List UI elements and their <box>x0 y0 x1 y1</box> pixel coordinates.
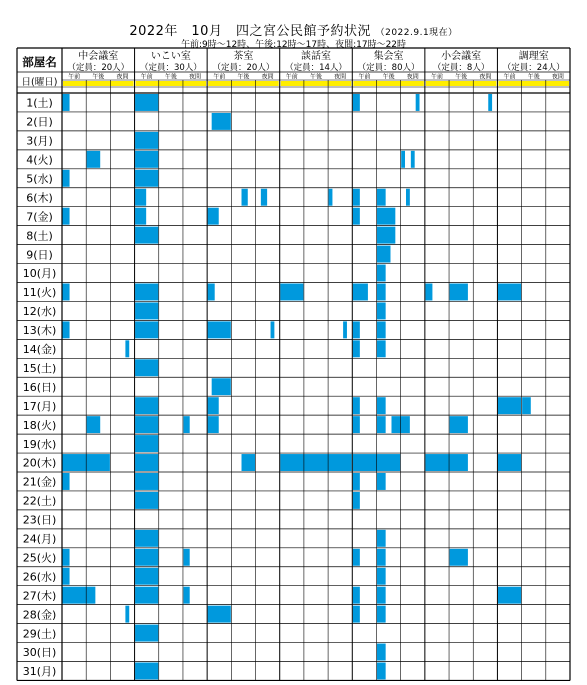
room-capacity: （定員：20人） <box>67 63 130 73</box>
booking-block[interactable] <box>271 321 275 338</box>
booking-block[interactable] <box>353 321 360 338</box>
booking-block[interactable] <box>87 151 101 168</box>
booking-block[interactable] <box>522 397 531 414</box>
day-label: 2(日) <box>26 115 53 129</box>
day-label: 9(日) <box>26 248 53 262</box>
booking-block[interactable] <box>416 94 420 111</box>
slot-label: 午後 <box>382 73 395 81</box>
booking-block[interactable] <box>498 454 521 471</box>
slot-label: 午前 <box>503 73 516 81</box>
booking-block[interactable] <box>377 473 386 490</box>
day-label: 13(木) <box>22 324 57 338</box>
day-label: 4(火) <box>26 153 53 167</box>
booking-block[interactable] <box>135 227 158 244</box>
booking-block[interactable] <box>377 568 386 585</box>
booking-block[interactable] <box>63 473 70 490</box>
slot-label: 午前 <box>358 73 371 81</box>
booking-block[interactable] <box>135 435 158 452</box>
booking-block[interactable] <box>353 473 360 490</box>
hour-strip <box>136 81 207 86</box>
booking-block[interactable] <box>242 189 248 206</box>
day-label: 30(日) <box>22 646 57 660</box>
booking-block[interactable] <box>353 340 360 357</box>
booking-block[interactable] <box>135 151 158 168</box>
booking-block[interactable] <box>208 284 215 301</box>
room-name-header: 部屋名 <box>22 55 57 69</box>
day-label: 29(土) <box>22 627 57 641</box>
booking-block[interactable] <box>353 587 360 604</box>
title-text: 2022年 10月 四之宮公民館予約状況 <box>129 24 371 39</box>
booking-block[interactable] <box>135 663 158 680</box>
day-label: 12(水) <box>22 305 57 319</box>
booking-block[interactable] <box>425 454 468 471</box>
room-capacity: （定員：8人） <box>432 63 490 73</box>
booking-block[interactable] <box>63 549 70 566</box>
day-label: 17(月) <box>22 399 57 413</box>
hour-strip <box>498 81 569 86</box>
day-label: 20(木) <box>22 456 57 470</box>
slot-label: 夜間 <box>479 73 492 81</box>
room-name: 茶室 <box>233 51 254 62</box>
booking-block[interactable] <box>135 284 158 301</box>
booking-block[interactable] <box>377 606 386 623</box>
booking-block[interactable] <box>488 94 492 111</box>
day-label: 6(木) <box>26 191 53 205</box>
booking-block[interactable] <box>183 587 189 604</box>
booking-block[interactable] <box>450 284 468 301</box>
booking-block[interactable] <box>353 416 360 433</box>
booking-block[interactable] <box>208 397 219 414</box>
slot-label: 午前 <box>140 73 153 81</box>
room-name: いこい室 <box>150 51 191 62</box>
room-capacity: （定員：20人） <box>212 63 275 73</box>
booking-block[interactable] <box>377 246 391 263</box>
day-label: 25(火) <box>22 551 57 565</box>
day-label: 26(水) <box>22 570 57 584</box>
booking-block[interactable] <box>63 94 70 111</box>
booking-block[interactable] <box>377 227 395 244</box>
booking-block[interactable] <box>135 473 158 490</box>
day-label: 22(土) <box>22 494 57 508</box>
booking-block[interactable] <box>280 284 303 301</box>
booking-block[interactable] <box>450 416 468 433</box>
day-column-header: 日(曜日) <box>21 77 58 88</box>
day-label: 8(土) <box>26 229 53 243</box>
booking-block[interactable] <box>135 302 158 319</box>
booking-block[interactable] <box>135 625 158 642</box>
day-label: 7(金) <box>26 210 53 224</box>
room-capacity: （定員：24人） <box>502 63 565 73</box>
booking-block[interactable] <box>498 284 521 301</box>
hours-note: 午前:9時～12時、午後:12時～17時、夜間:17時～22時 <box>180 40 407 50</box>
booking-block[interactable] <box>498 397 521 414</box>
booking-block[interactable] <box>125 340 129 357</box>
booking-block[interactable] <box>135 94 158 111</box>
slot-label: 午後 <box>164 73 177 81</box>
slot-label: 夜間 <box>189 73 202 81</box>
booking-block[interactable] <box>353 606 360 623</box>
day-label: 18(火) <box>22 418 57 432</box>
booking-block[interactable] <box>329 189 333 206</box>
booking-block[interactable] <box>280 454 352 471</box>
booking-block[interactable] <box>135 454 158 471</box>
booking-block[interactable] <box>450 549 468 566</box>
slot-label: 夜間 <box>116 73 129 81</box>
booking-block[interactable] <box>135 208 146 225</box>
booking-block[interactable] <box>377 321 386 338</box>
day-label: 24(月) <box>22 532 57 546</box>
day-label: 1(土) <box>26 96 53 110</box>
booking-block[interactable] <box>183 416 189 433</box>
day-label: 31(月) <box>22 665 57 679</box>
slot-label: 午前 <box>430 73 443 81</box>
booking-block[interactable] <box>401 151 405 168</box>
hour-strip <box>426 81 497 86</box>
booking-block[interactable] <box>135 530 158 547</box>
booking-block[interactable] <box>135 170 158 187</box>
booking-block[interactable] <box>212 378 231 395</box>
slot-label: 夜間 <box>334 73 347 81</box>
slot-label: 午後 <box>309 73 323 81</box>
slot-label: 午後 <box>237 73 250 81</box>
booking-block[interactable] <box>353 397 360 414</box>
room-name: 調理室 <box>518 51 549 62</box>
booking-block[interactable] <box>377 644 386 661</box>
booking-block[interactable] <box>411 151 415 168</box>
booking-block[interactable] <box>63 284 70 301</box>
room-name: 小会議室 <box>441 51 482 62</box>
booking-block[interactable] <box>425 284 432 301</box>
booking-block[interactable] <box>377 284 386 301</box>
day-label: 11(火) <box>22 286 57 300</box>
booking-block[interactable] <box>135 397 158 414</box>
booking-block[interactable] <box>87 416 101 433</box>
room-capacity: （定員：14人） <box>285 63 347 73</box>
slot-label: 午後 <box>92 73 105 81</box>
booking-block[interactable] <box>377 663 386 680</box>
booking-block[interactable] <box>63 587 96 604</box>
booking-block[interactable] <box>377 265 386 282</box>
booking-block[interactable] <box>353 549 360 566</box>
booking-block[interactable] <box>208 208 219 225</box>
slot-label: 午後 <box>455 73 468 81</box>
booking-block[interactable] <box>377 302 386 319</box>
day-label: 3(月) <box>26 134 53 148</box>
booking-block[interactable] <box>377 397 386 414</box>
booking-block[interactable] <box>208 321 231 338</box>
slot-label: 午前 <box>213 73 226 81</box>
day-label: 14(金) <box>22 343 57 357</box>
day-label: 23(日) <box>22 513 57 527</box>
booking-block[interactable] <box>135 189 146 206</box>
booking-block[interactable] <box>353 94 360 111</box>
day-label: 10(月) <box>22 267 57 281</box>
room-capacity: （定員：30人） <box>139 63 202 73</box>
booking-block[interactable] <box>135 416 158 433</box>
booking-block[interactable] <box>135 568 158 585</box>
day-label: 28(金) <box>22 608 57 622</box>
slot-label: 午前 <box>285 73 298 81</box>
booking-block[interactable] <box>135 132 158 149</box>
booking-block[interactable] <box>377 587 386 604</box>
as-of-date: （2022.9.1現在） <box>375 28 458 38</box>
slot-label: 午前 <box>68 73 81 81</box>
booking-block[interactable] <box>377 208 395 225</box>
booking-block[interactable] <box>135 549 158 566</box>
slot-label: 夜間 <box>406 73 419 81</box>
booking-block[interactable] <box>353 284 368 301</box>
slot-label: 午後 <box>527 73 540 81</box>
booking-block[interactable] <box>135 359 158 376</box>
day-label: 21(金) <box>22 475 57 489</box>
room-capacity: （定員：80人） <box>357 63 420 73</box>
booking-block[interactable] <box>377 340 386 357</box>
booking-block[interactable] <box>63 208 70 225</box>
room-name: 談話室 <box>301 51 331 62</box>
booking-block[interactable] <box>377 530 386 547</box>
booking-block[interactable] <box>63 170 70 187</box>
room-name: 集会室 <box>373 51 404 62</box>
booking-block[interactable] <box>135 587 158 604</box>
booking-block[interactable] <box>125 606 129 623</box>
slot-label: 夜間 <box>261 73 274 81</box>
booking-block[interactable] <box>498 587 521 604</box>
booking-block[interactable] <box>261 189 267 206</box>
day-label: 16(日) <box>22 380 57 394</box>
day-label: 5(水) <box>26 172 53 186</box>
booking-block[interactable] <box>183 549 189 566</box>
booking-block[interactable] <box>135 321 158 338</box>
day-label: 15(土) <box>22 361 57 375</box>
booking-block[interactable] <box>406 189 410 206</box>
hour-strip <box>353 81 424 86</box>
day-label: 19(水) <box>22 437 57 451</box>
booking-block[interactable] <box>377 189 386 206</box>
day-label: 27(木) <box>22 589 57 603</box>
booking-block[interactable] <box>242 454 256 471</box>
booking-block[interactable] <box>63 568 70 585</box>
hour-strip <box>208 81 279 86</box>
booking-block[interactable] <box>343 321 347 338</box>
booking-block[interactable] <box>212 113 231 130</box>
slot-label: 夜間 <box>551 73 564 81</box>
room-name: 中会議室 <box>78 51 119 62</box>
booking-block[interactable] <box>353 189 360 206</box>
booking-block[interactable] <box>353 492 360 509</box>
booking-block[interactable] <box>377 549 386 566</box>
booking-block[interactable] <box>63 321 70 338</box>
booking-block[interactable] <box>208 606 231 623</box>
booking-block[interactable] <box>208 416 219 433</box>
booking-block[interactable] <box>135 492 158 509</box>
hour-strip <box>281 81 352 86</box>
booking-block[interactable] <box>353 208 360 225</box>
hour-strip <box>63 81 134 86</box>
booking-block[interactable] <box>377 416 386 433</box>
